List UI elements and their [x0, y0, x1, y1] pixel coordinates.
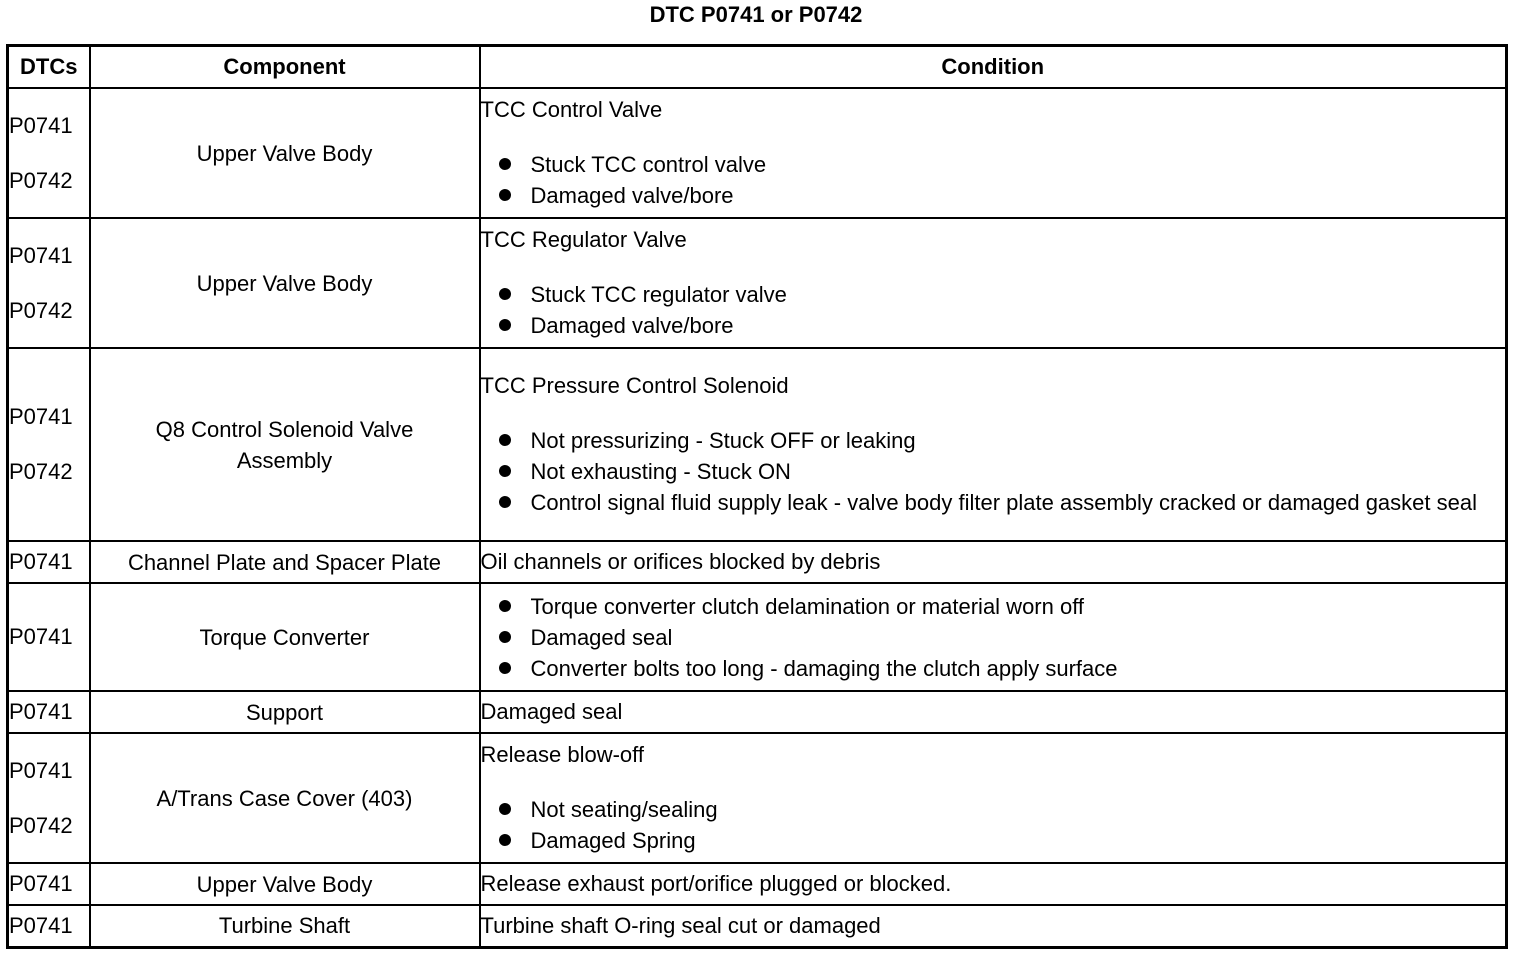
- bullet-icon: [499, 803, 511, 815]
- list-item-text: Not pressurizing - Stuck OFF or leaking: [530, 427, 916, 453]
- header-component: Component: [90, 46, 480, 89]
- bullet-icon: [499, 600, 511, 612]
- bullet-icon: [499, 189, 511, 201]
- condition-list: [481, 794, 1506, 856]
- dtc-cell: [8, 88, 90, 218]
- bullet-icon: [499, 662, 511, 674]
- dtc-code: P0741: [9, 112, 73, 138]
- table-row: [8, 88, 1507, 218]
- condition-cell: [480, 218, 1507, 348]
- dtc-code: P0741: [9, 871, 73, 896]
- list-item: [481, 456, 1506, 487]
- condition-cell: Oil channels or orifices blocked by debris: [480, 541, 1507, 583]
- dtc-code: P0742: [9, 459, 73, 484]
- table-row: [8, 348, 1507, 541]
- condition-heading: TCC Regulator Valve: [480, 226, 687, 252]
- component-cell: Support: [90, 691, 480, 733]
- dtc-cell: [8, 691, 90, 733]
- condition-cell: [480, 348, 1507, 541]
- list-item: [481, 622, 1506, 653]
- dtc-cell: [8, 541, 90, 583]
- component-cell: Q8 Control Solenoid Valve Assembly: [90, 348, 480, 541]
- bullet-icon: [499, 631, 511, 643]
- header-dtcs: DTCs: [8, 46, 90, 89]
- dtc-code: P0742: [9, 812, 73, 838]
- dtc-code: P0741: [9, 404, 73, 429]
- page-title: DTC P0741 or P0742: [649, 2, 863, 27]
- list-item: [481, 825, 1506, 856]
- dtc-cell: [8, 863, 90, 905]
- list-item-text: Stuck TCC control valve: [530, 151, 767, 177]
- condition-cell: [480, 583, 1507, 691]
- condition-cell: [480, 88, 1507, 218]
- dtc-cell: [8, 905, 90, 947]
- condition-list: [481, 591, 1506, 684]
- bullet-icon: [499, 288, 511, 300]
- list-item: [481, 487, 1506, 518]
- list-item: [481, 180, 1506, 211]
- list-item: [481, 279, 1506, 310]
- dtc-cell: [8, 583, 90, 691]
- list-item: [481, 149, 1506, 180]
- dtc-cell: [8, 218, 90, 348]
- component-cell: Upper Valve Body: [90, 88, 480, 218]
- condition-list: [481, 149, 1506, 211]
- bullet-icon: [499, 465, 511, 477]
- component-cell: Channel Plate and Spacer Plate: [90, 541, 480, 583]
- list-item: [481, 794, 1506, 825]
- list-item-text: Control signal fluid supply leak - valve body filter plate assembly cracked or damaged gasket seal: [530, 489, 1477, 515]
- table-row: [8, 863, 1507, 905]
- component-cell: Upper Valve Body: [90, 863, 480, 905]
- list-item-text: Stuck TCC regulator valve: [530, 281, 787, 307]
- dtc-code: P0741: [9, 242, 73, 268]
- list-item-text: Damaged valve/bore: [530, 182, 734, 208]
- dtc-code: P0741: [9, 549, 73, 574]
- dtc-cell: [8, 348, 90, 541]
- list-item-text: Not exhausting - Stuck ON: [530, 458, 791, 484]
- list-item-text: Damaged valve/bore: [530, 312, 734, 338]
- component-cell: Turbine Shaft: [90, 905, 480, 947]
- condition-heading: Release blow-off: [480, 741, 644, 767]
- list-item-text: Not seating/sealing: [530, 796, 718, 822]
- condition-cell: Release exhaust port/orifice plugged or blocked.: [480, 863, 1507, 905]
- list-item-text: Damaged Spring: [530, 827, 696, 853]
- component-cell: Torque Converter: [90, 583, 480, 691]
- condition-cell: Turbine shaft O-ring seal cut or damaged: [480, 905, 1507, 947]
- dtc-table: [6, 44, 1508, 949]
- condition-heading: TCC Control Valve: [480, 96, 663, 122]
- condition-cell: [480, 733, 1507, 863]
- dtc-code: P0742: [9, 297, 73, 323]
- table-row: [8, 733, 1507, 863]
- table-row: [8, 691, 1507, 733]
- table-row: [8, 218, 1507, 348]
- bullet-icon: [499, 158, 511, 170]
- condition-heading: TCC Pressure Control Solenoid: [480, 372, 789, 398]
- list-item: [481, 425, 1506, 456]
- condition-list: [481, 425, 1506, 518]
- list-item-text: Converter bolts too long - damaging the clutch apply surface: [530, 655, 1118, 681]
- dtc-code: P0741: [9, 699, 73, 724]
- condition-list: [481, 279, 1506, 341]
- list-item: [481, 310, 1506, 341]
- table-header-row: [8, 46, 1507, 89]
- list-item: [481, 653, 1506, 684]
- dtc-code: P0741: [9, 912, 73, 938]
- table-row: [8, 541, 1507, 583]
- dtc-cell: [8, 733, 90, 863]
- component-cell: Upper Valve Body: [90, 218, 480, 348]
- header-condition: Condition: [480, 46, 1507, 89]
- list-item-text: Damaged seal: [530, 624, 673, 650]
- bullet-icon: [499, 834, 511, 846]
- bullet-icon: [499, 496, 511, 508]
- condition-cell: Damaged seal: [480, 691, 1507, 733]
- dtc-code: P0742: [9, 167, 73, 193]
- dtc-code: P0741: [9, 757, 73, 783]
- component-cell: A/Trans Case Cover (403): [90, 733, 480, 863]
- bullet-icon: [499, 319, 511, 331]
- table-row: [8, 583, 1507, 691]
- table-row: [8, 905, 1507, 947]
- bullet-icon: [499, 434, 511, 446]
- list-item: [481, 591, 1506, 622]
- list-item-text: Torque converter clutch delamination or material worn off: [530, 593, 1085, 619]
- dtc-code: P0741: [9, 624, 73, 649]
